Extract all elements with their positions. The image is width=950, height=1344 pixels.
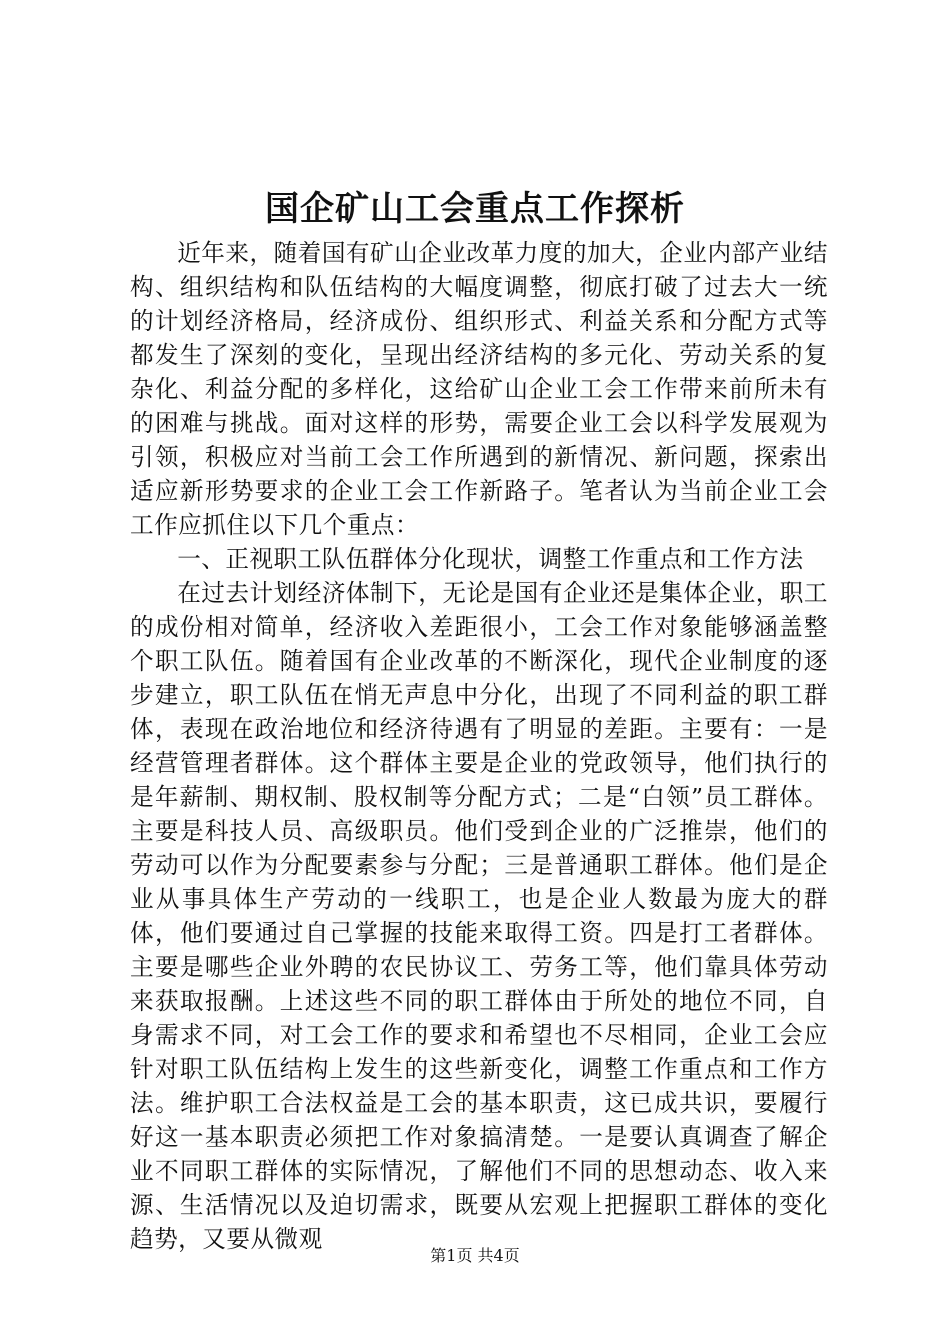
page-footer: 第1页 共4页 [430,1246,520,1265]
section-heading-1: 一、正视职工队伍群体分化现状，调整工作重点和工作方法 [177,545,804,573]
paragraph-intro: 近年来，随着国有矿山企业改革力度的加大，企业内部产业结构、组织结构和队伍结构的大幅度调整，彻底打破了过去大一统的计划经济格局，经济成份、组织形式、利益关系和分配方式等都发生了深刻的变化，呈现出经济结构的多元化、劳动关系的复杂化、利益分配的多样化，这给矿山企业工会工作带来前所未有的困难与挑战。面对这样的形势，需要企业工会以科学发展观为引领，积极应对当前工会工作所遇到的新情况、新问题，探索出适应新形势要求的企业工会工作新路子。笔者认为当前企业工会工作应抓住以下几个重点： [130,239,828,539]
document-body [130,236,828,1256]
paragraph-section-1: 在过去计划经济体制下，无论是国有企业还是集体企业，职工的成份相对简单，经济收入差距很小，工会工作对象能够涵盖整个职工队伍。随着国有企业改革的不断深化，现代企业制度的逐步建立，职工队伍在悄无声息中分化，出现了不同利益的职工群体，表现在政治地位和经济待遇有了明显的差距。主要有：一是经营管理者群体。这个群体主要是企业的党政领导，他们执行的是年薪制、期权制、股权制等分配方式；二是“白领”员工群体。主要是科技人员、高级职员。他们受到企业的广泛推崇，他们的劳动可以作为分配要素参与分配；三是普通职工群体。他们是企业从事具体生产劳动的一线职工，也是企业人数最为庞大的群体，他们要通过自己掌握的技能来取得工资。四是打工者群体。主要是哪些企业外聘的农民协议工、劳务工等，他们靠具体劳动来获取报酬。上述这些不同的职工群体由于所处的地位不同，自身需求不同，对工会工作的要求和希望也不尽相同，企业工会应针对职工队伍结构上发生的这些新变化，调整工作重点和工作方法。维护职工合法权益是工会的基本职责，这已成共识，要履行好这一基本职责必须把工作对象搞清楚。一是要认真调查了解企业不同职工群体的实际情况，了解他们不同的思想动态、收入来源、生活情况以及迫切需求，既要从宏观上把握职工群体的变化趋势，又要从微观 [130,579,828,1253]
page-title: 国企矿山工会重点工作探析 [265,189,685,229]
